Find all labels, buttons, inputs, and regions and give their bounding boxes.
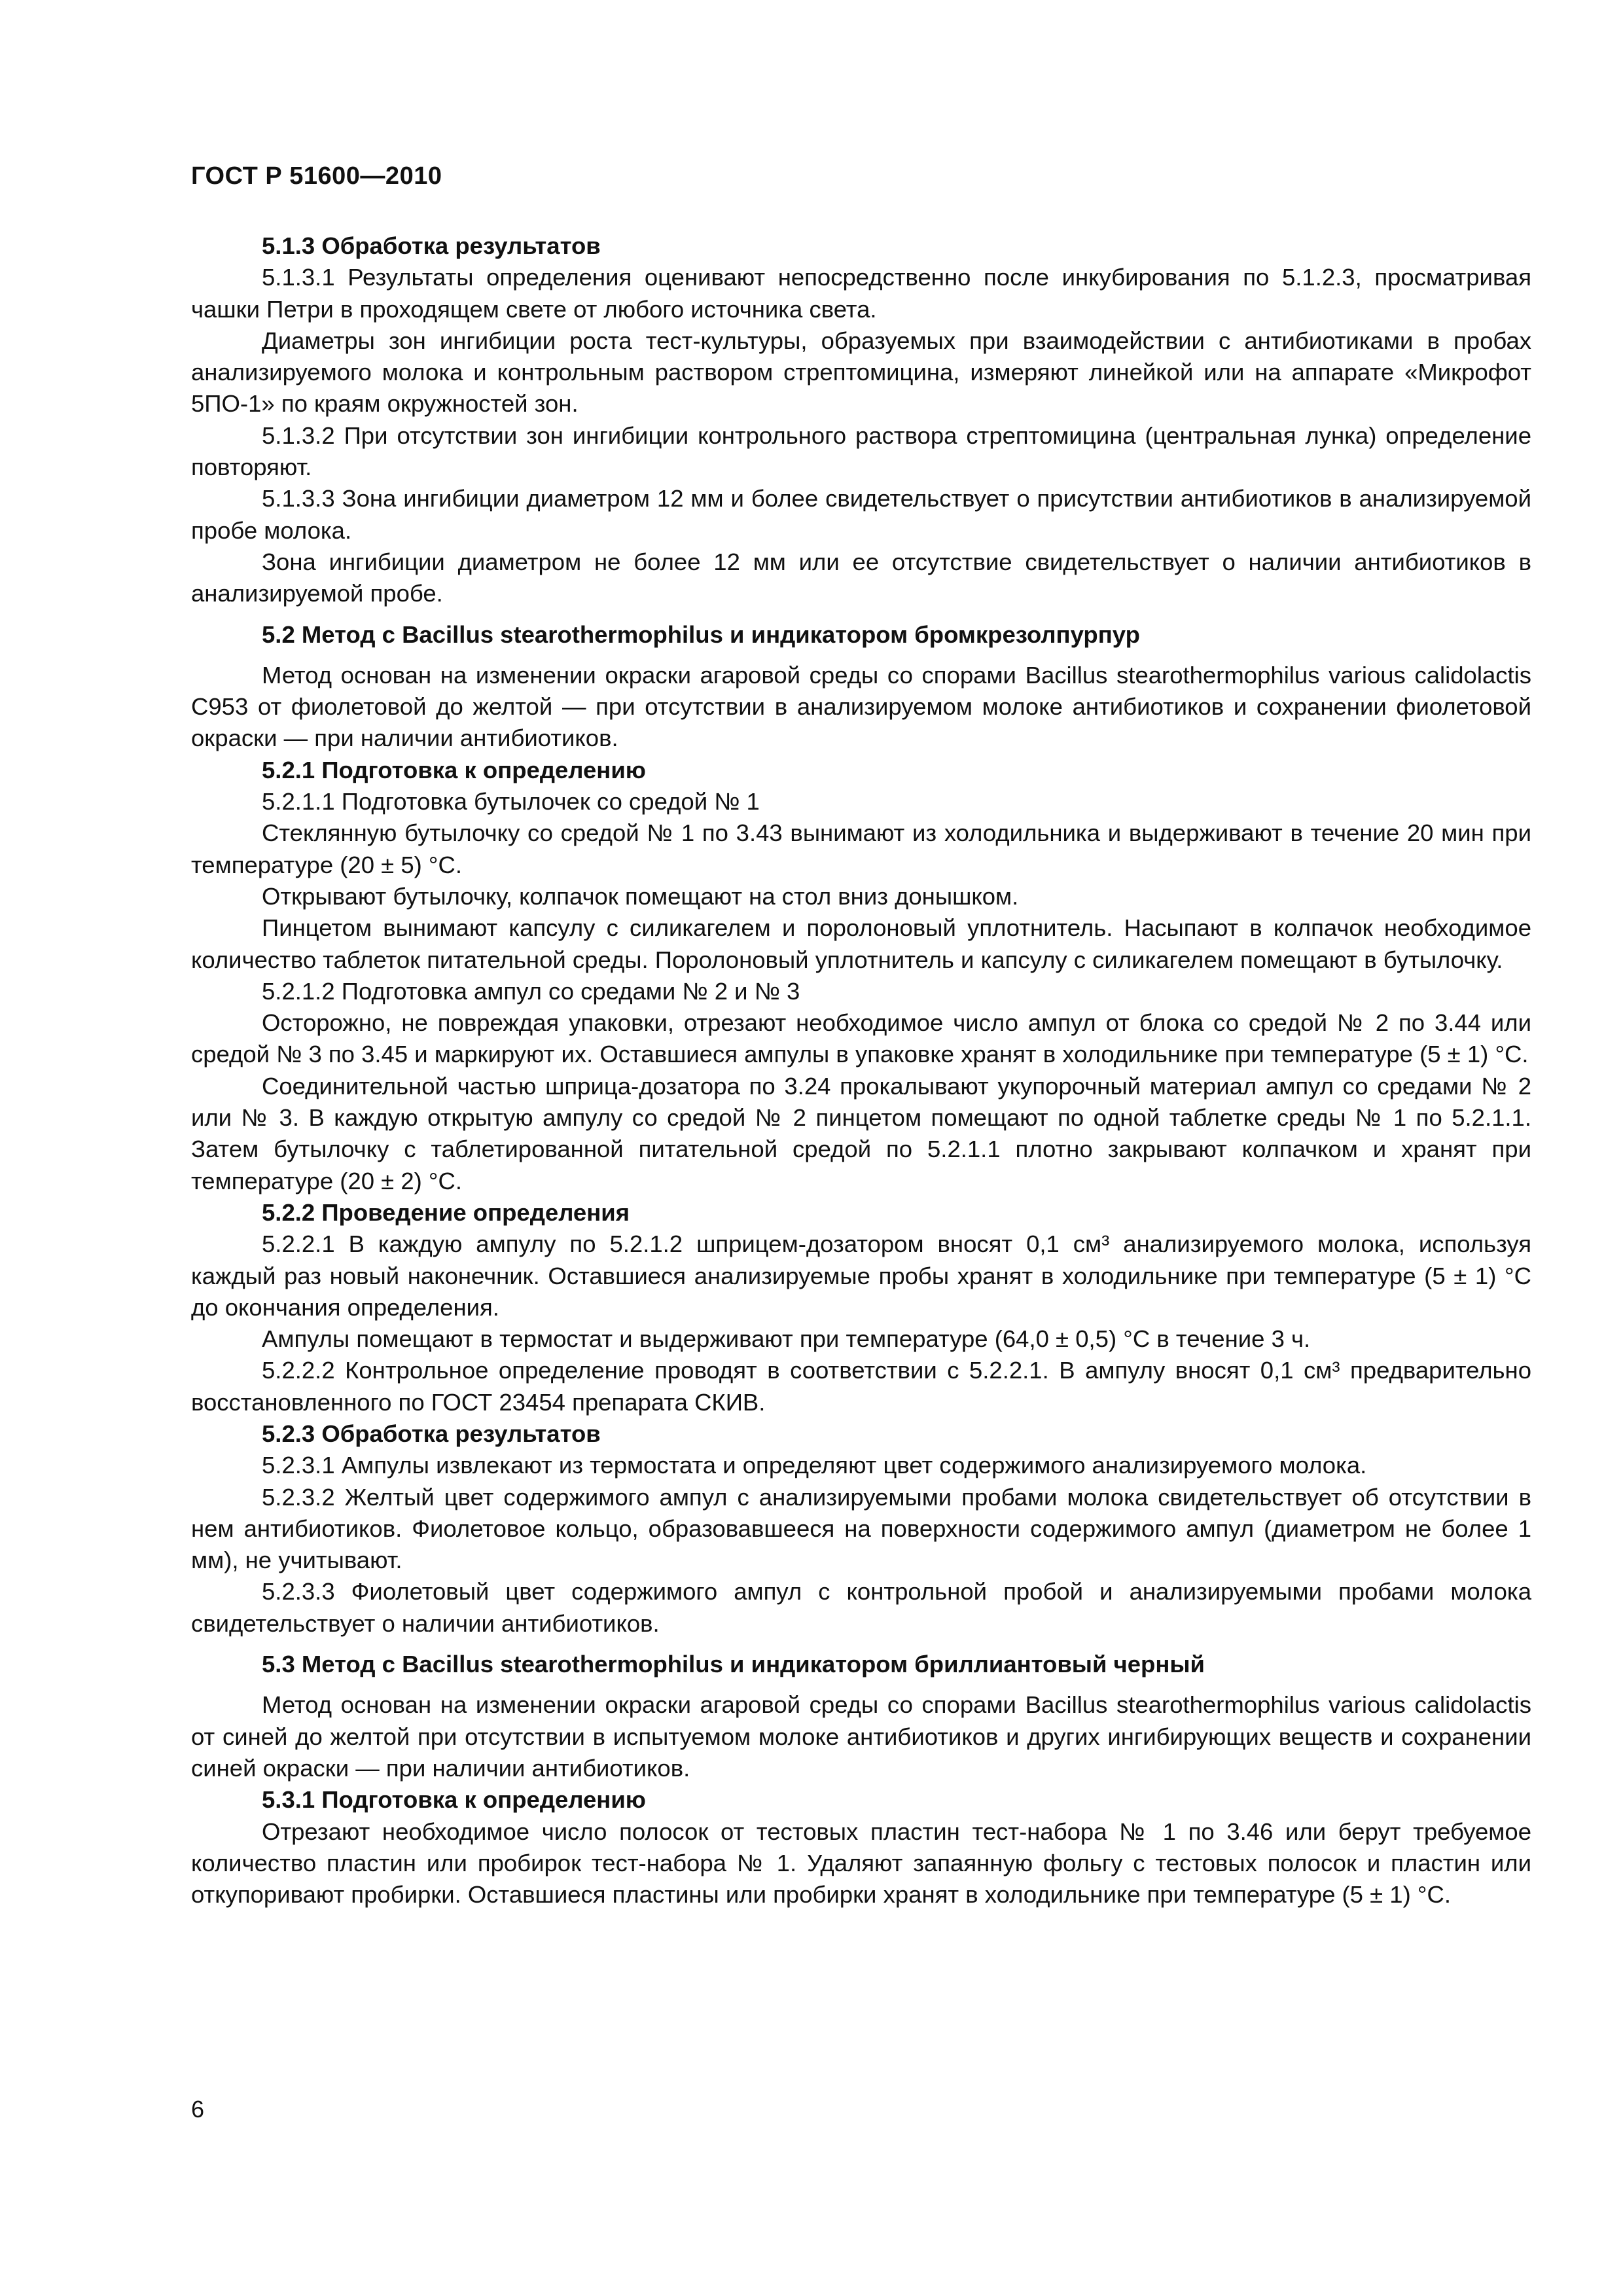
document-header: ГОСТ Р 51600—2010 xyxy=(191,162,442,190)
paragraph: 5.2.1.1 Подготовка бутылочек со средой № 1 xyxy=(262,788,760,816)
paragraph: 5.2.2.2 Контрольное определение проводят в соответствии с 5.2.2.1. В ампулу вносят 0,1 см³ предварительно восстановленного по ГОСТ 23454 препарата СКИВ. xyxy=(191,1357,1531,1416)
section-heading: 5.2.1 Подготовка к определению xyxy=(262,756,646,783)
paragraph: 5.2.3.1 Ампулы извлекают из термостата и определяют цвет содержимого анализируемого молока. xyxy=(262,1452,1367,1479)
paragraph: 5.2.1.2 Подготовка ампул со средами № 2 и № 3 xyxy=(262,977,800,1005)
paragraph: 5.1.3.1 Результаты определения оценивают непосредственно после инкубирования по 5.1.2.3, просматривая чашки Петри в проходящем свете от любого источника света. xyxy=(191,264,1531,323)
paragraph: 5.1.3.3 Зона ингибиции диаметром 12 мм и более свидетельствует о присутствии антибиотиков в анализируемой пробе молока. xyxy=(191,485,1531,544)
section-heading: 5.2.2 Проведение определения xyxy=(262,1198,630,1226)
paragraph: 5.1.3.2 При отсутствии зон ингибиции контрольного раствора стрептомицина (центральная лунка) определение повторяют. xyxy=(191,422,1531,481)
paragraph: 5.2.3.3 Фиолетовый цвет содержимого ампул с контрольной пробой и анализируемыми пробами молока свидетельствует о наличии антибиотиков. xyxy=(191,1578,1531,1637)
paragraph: Стеклянную бутылочку со средой № 1 по 3.43 вынимают из холодильника и выдерживают в течение 20 мин при температуре (20 ± 5) °С. xyxy=(191,819,1531,878)
paragraph: Ампулы помещают в термостат и выдерживают при температуре (64,0 ± 0,5) °С в течение 3 ч. xyxy=(262,1325,1311,1353)
section-heading: 5.2 Метод с Bacillus stearothermophilus и индикатором бромкрезолпурпур xyxy=(262,620,1140,648)
paragraph: Зона ингибиции диаметром не более 12 мм или ее отсутствие свидетельствует о наличии антибиотиков в анализируемой пробе. xyxy=(191,548,1531,607)
paragraph: Осторожно, не повреждая упаковки, отрезают необходимое число ампул от блока со средой № 2 по 3.44 или средой № 3 по 3.45 и маркируют их. Оставшиеся ампулы в упаковке хранят в холодильнике при температуре (5 ± 1) °С. xyxy=(191,1009,1531,1068)
page-number: 6 xyxy=(191,2096,205,2123)
paragraph: 5.2.2.1 В каждую ампулу по 5.2.1.2 шприцем-дозатором вносят 0,1 см³ анализируемого молока, используя каждый раз новый наконечник. Оставшиеся анализируемые пробы хранят в холодильнике при температуре (5 ± 1) °С до окончания определения. xyxy=(191,1230,1531,1321)
section-heading: 5.3.1 Подготовка к определению xyxy=(262,1786,646,1814)
section-heading: 5.3 Метод с Bacillus stearothermophilus и индикатором бриллиантовый черный xyxy=(262,1651,1205,1678)
paragraph: Пинцетом вынимают капсулу с силикагелем и поролоновый уплотнитель. Насыпают в колпачок необходимое количество таблеток питательной среды. Поролоновый уплотнитель и капсулу с силикагелем помещают в бутылочку. xyxy=(191,914,1531,973)
paragraph: Метод основан на изменении окраски агаровой среды со спорами Bacillus stearothermophilus various calidolactis от синей до желтой при отсутствии в испытуемом молоке антибиотиков и других ингибирующих веществ и сохранении синей окраски — при наличии антибиотиков. xyxy=(191,1691,1531,1782)
paragraph: Диаметры зон ингибиции роста тест-культуры, образуемых при взаимодействии с антибиотиками в пробах анализируемого молока и контрольным раствором стрептомицина, измеряют линейкой или на аппарате «Микрофот 5ПО-1» по краям окружностей зон. xyxy=(191,327,1531,418)
section-heading: 5.2.3 Обработка результатов xyxy=(262,1420,601,1447)
paragraph: Отрезают необходимое число полосок от тестовых пластин тест-набора № 1 по 3.46 или берут требуемое количество пластин или пробирок тест-набора № 1. Удаляют запаянную фольгу с тестовых полосок и пластин или откупоривают пробирки. Оставшиеся пластины или пробирки хранят в холодильнике при температуре (5 ± 1) °С. xyxy=(191,1818,1531,1909)
paragraph: Метод основан на изменении окраски агаровой среды со спорами Bacillus stearothermophilus various calidolactis С953 от фиолетовой до желтой — при отсутствии в анализируемом молоке антибиотиков и сохранении фиолетовой окраски — при наличии антибиотиков. xyxy=(191,661,1531,752)
paragraph: Соединительной частью шприца-дозатора по 3.24 прокалывают укупорочный материал ампул со средами № 2 или № 3. В каждую открытую ампулу со средой № 2 пинцетом помещают по одной таблетке среды № 1 по 5.2.1.1. Затем бутылочку с таблетированной питательной средой по 5.2.1.1 плотно закрывают колпачком и хранят при температуре (20 ± 2) °С. xyxy=(191,1072,1531,1194)
paragraph: 5.2.3.2 Желтый цвет содержимого ампул с анализируемыми пробами молока свидетельствует об отсутствии в нем антибиотиков. Фиолетовое кольцо, образовавшееся на поверхности содержимого ампул (диаметром не более 1 мм), не учитывают. xyxy=(191,1483,1531,1574)
document-body xyxy=(191,230,1531,1910)
section-heading: 5.1.3 Обработка результатов xyxy=(262,232,601,259)
paragraph: Открывают бутылочку, колпачок помещают на стол вниз донышком. xyxy=(262,882,1019,910)
